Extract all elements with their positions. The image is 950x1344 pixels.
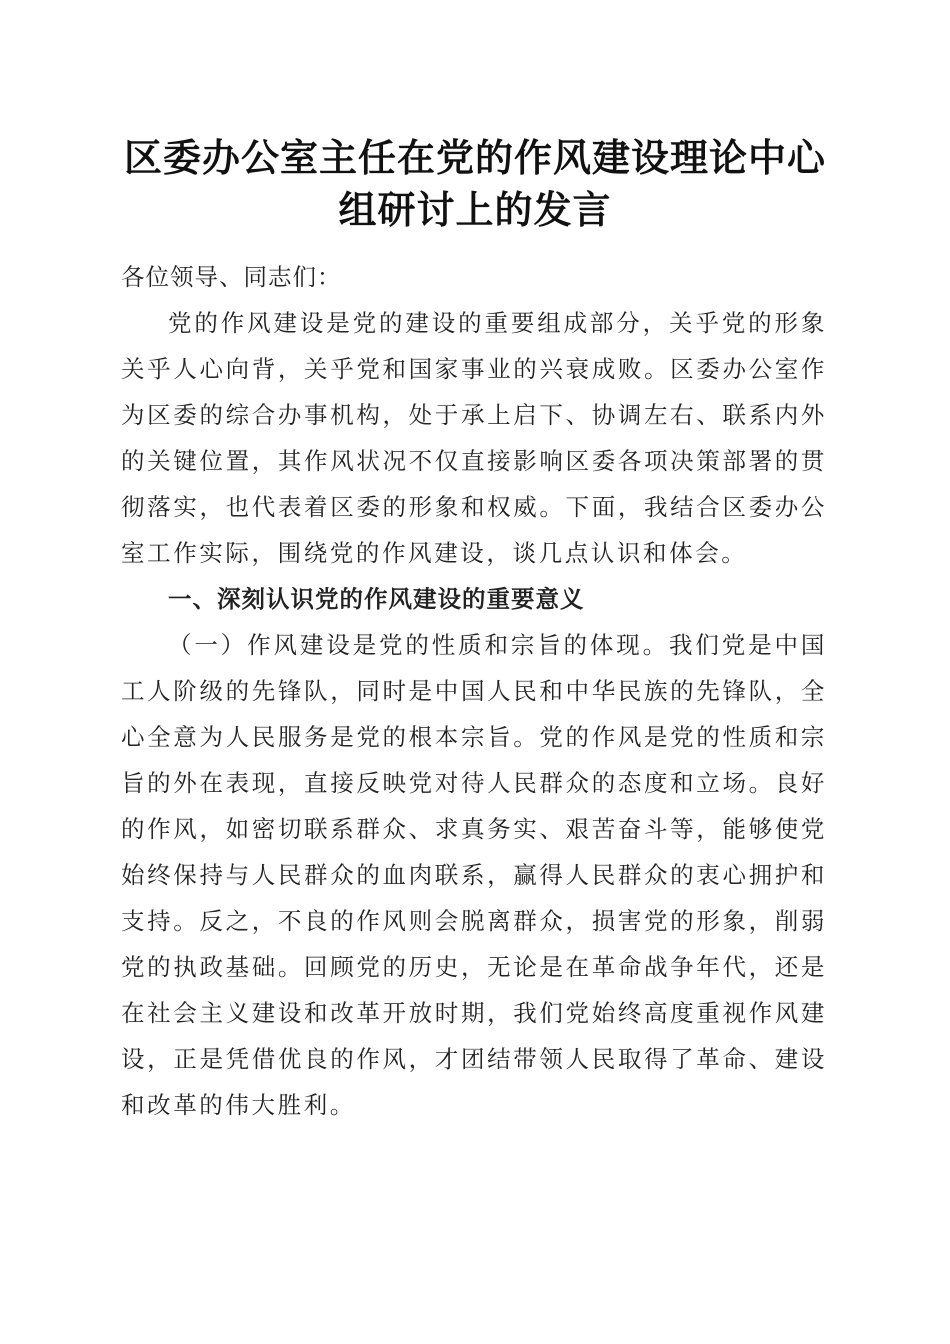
intro-paragraph: 党的作风建设是党的建设的重要组成部分，关乎党的形象关乎人心向背，关乎党和国家事业的兴衰成败。区委办公室作为区委的综合办事机构，处于承上启下、协调左右、联系内外的关键位置，其作风状况不仅直接影响区委各项决策部署的贯彻落实，也代表着区委的形象和权威。下面，我结合区委办公室工作实际，围绕党的作风建设，谈几点认识和体会。 [121,309,827,567]
salutation: 各位领导、同志们： [121,263,342,291]
section-heading: 一、深刻认识党的作风建设的重要意义 [168,585,585,613]
document-body [121,254,827,1128]
section-paragraph: （一）作风建设是党的性质和宗旨的体现。我们党是中国工人阶级的先锋队，同时是中国人民和中华民族的先锋队，全心全意为人民服务是党的根本宗旨。党的作风是党的性质和宗旨的外在表现，直接反映党对待人民群众的态度和立场。良好的作风，如密切联系群众、求真务实、艰苦奋斗等，能够使党始终保持与人民群众的血肉联系，赢得人民群众的衷心拥护和支持。反之，不良的作风则会脱离群众，损害党的形象，削弱党的执政基础。回顾党的历史，无论是在革命战争年代，还是在社会主义建设和改革开放时期，我们党始终高度重视作风建设，正是凭借优良的作风，才团结带领人民取得了革命、建设和改革的伟大胜利。 [121,631,827,1119]
document-title: 区委办公室主任在党的作风建设理论中心组研讨上的发言 [123,135,826,232]
